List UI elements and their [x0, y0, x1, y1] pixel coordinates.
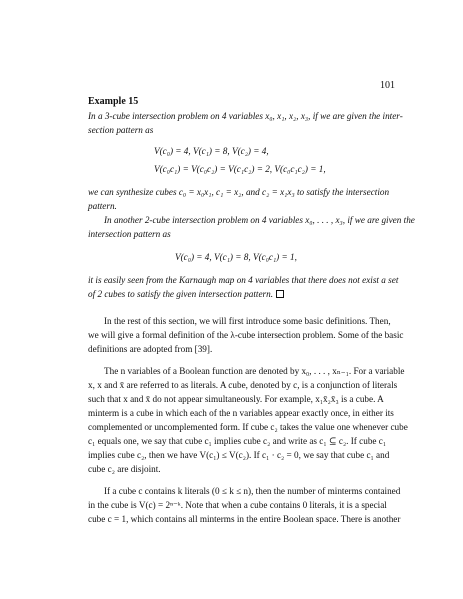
page-number: 101 [380, 80, 395, 91]
text-line: In the rest of this section, we will first introduce some basic definitions. Then, [104, 316, 391, 326]
text-line: intersection pattern as [88, 229, 171, 239]
text-line: implies cube c₂, then we have V(c₁) ≤ V(c₂). If c₁ · c₂ = 0, we say that cube c₁ and [88, 450, 390, 460]
text-line: If a cube c contains k literals (0 ≤ k ≤ n), then the number of minterms contained [104, 486, 401, 496]
text-line: section pattern as [88, 125, 154, 135]
text-line: definitions are adopted from [39]. [88, 344, 213, 354]
example-heading: Example 15 [88, 96, 139, 107]
equation-line: V(c₀c₁) = V(c₀c₂) = V(c₁c₂) = 2, V(c₀c₁c₂) = 1, [154, 164, 326, 174]
text-line: x, x and x̄ are referred to as literals. A cube, denoted by c, is a conjunction of literals [88, 380, 398, 390]
text-span: of 2 cubes to satisfy the given intersection pattern. [88, 289, 273, 299]
qed-square-icon [276, 290, 284, 298]
text-line: in the cube is V(c) = 2ⁿ⁻ᵏ. Note that when a cube contains 0 literals, it is a special [88, 500, 387, 510]
text-line: cube c = 1, which contains all minterms in the entire Boolean space. There is another [88, 514, 401, 524]
text-line: we can synthesize cubes c₀ = x₀x₁, c₁ = x₂, and c₂ = x₁x₃ to satisfy the intersection [88, 187, 390, 197]
text-line: cube c₂ are disjoint. [88, 464, 161, 474]
text-line: we will give a formal definition of the λ-cube intersection problem. Some of the basic [88, 330, 404, 340]
text-line: In another 2-cube intersection problem on 4 variables x₀, . . . , x₃, if we are given the [104, 215, 415, 225]
equation-line: V(c₀) = 4, V(c₁) = 8, V(c₀c₁) = 1, [175, 252, 297, 262]
text-line: minterm is a cube in which each of the n variables appear exactly once, in either its [88, 408, 394, 418]
text-line: complemented or uncomplemented form. If cube c₂ takes the value one whenever cube [88, 422, 408, 432]
equation-line: V(c₀) = 4, V(c₁) = 8, V(c₂) = 4, [154, 146, 269, 156]
text-line: In a 3-cube intersection problem on 4 variables x₀, x₁, x₂, x₃, if we are given the inter- [88, 111, 403, 121]
text-line: The n variables of a Boolean function are denoted by x₀, . . . , xₙ₋₁. For a variable [104, 366, 405, 376]
text-line: c₁ equals one, we say that cube c₁ implies cube c₂ and write as c₁ ⊆ c₂. If cube c₁ [88, 436, 387, 446]
text-line [88, 288, 284, 300]
text-line: it is easily seen from the Karnaugh map on 4 variables that there does not exist a set [88, 275, 399, 285]
text-line: pattern. [88, 201, 117, 211]
text-line: such that x and x̄ do not appear simultaneously. For example, x₁x̄₂x̄₃ is a cube. A [88, 394, 384, 404]
